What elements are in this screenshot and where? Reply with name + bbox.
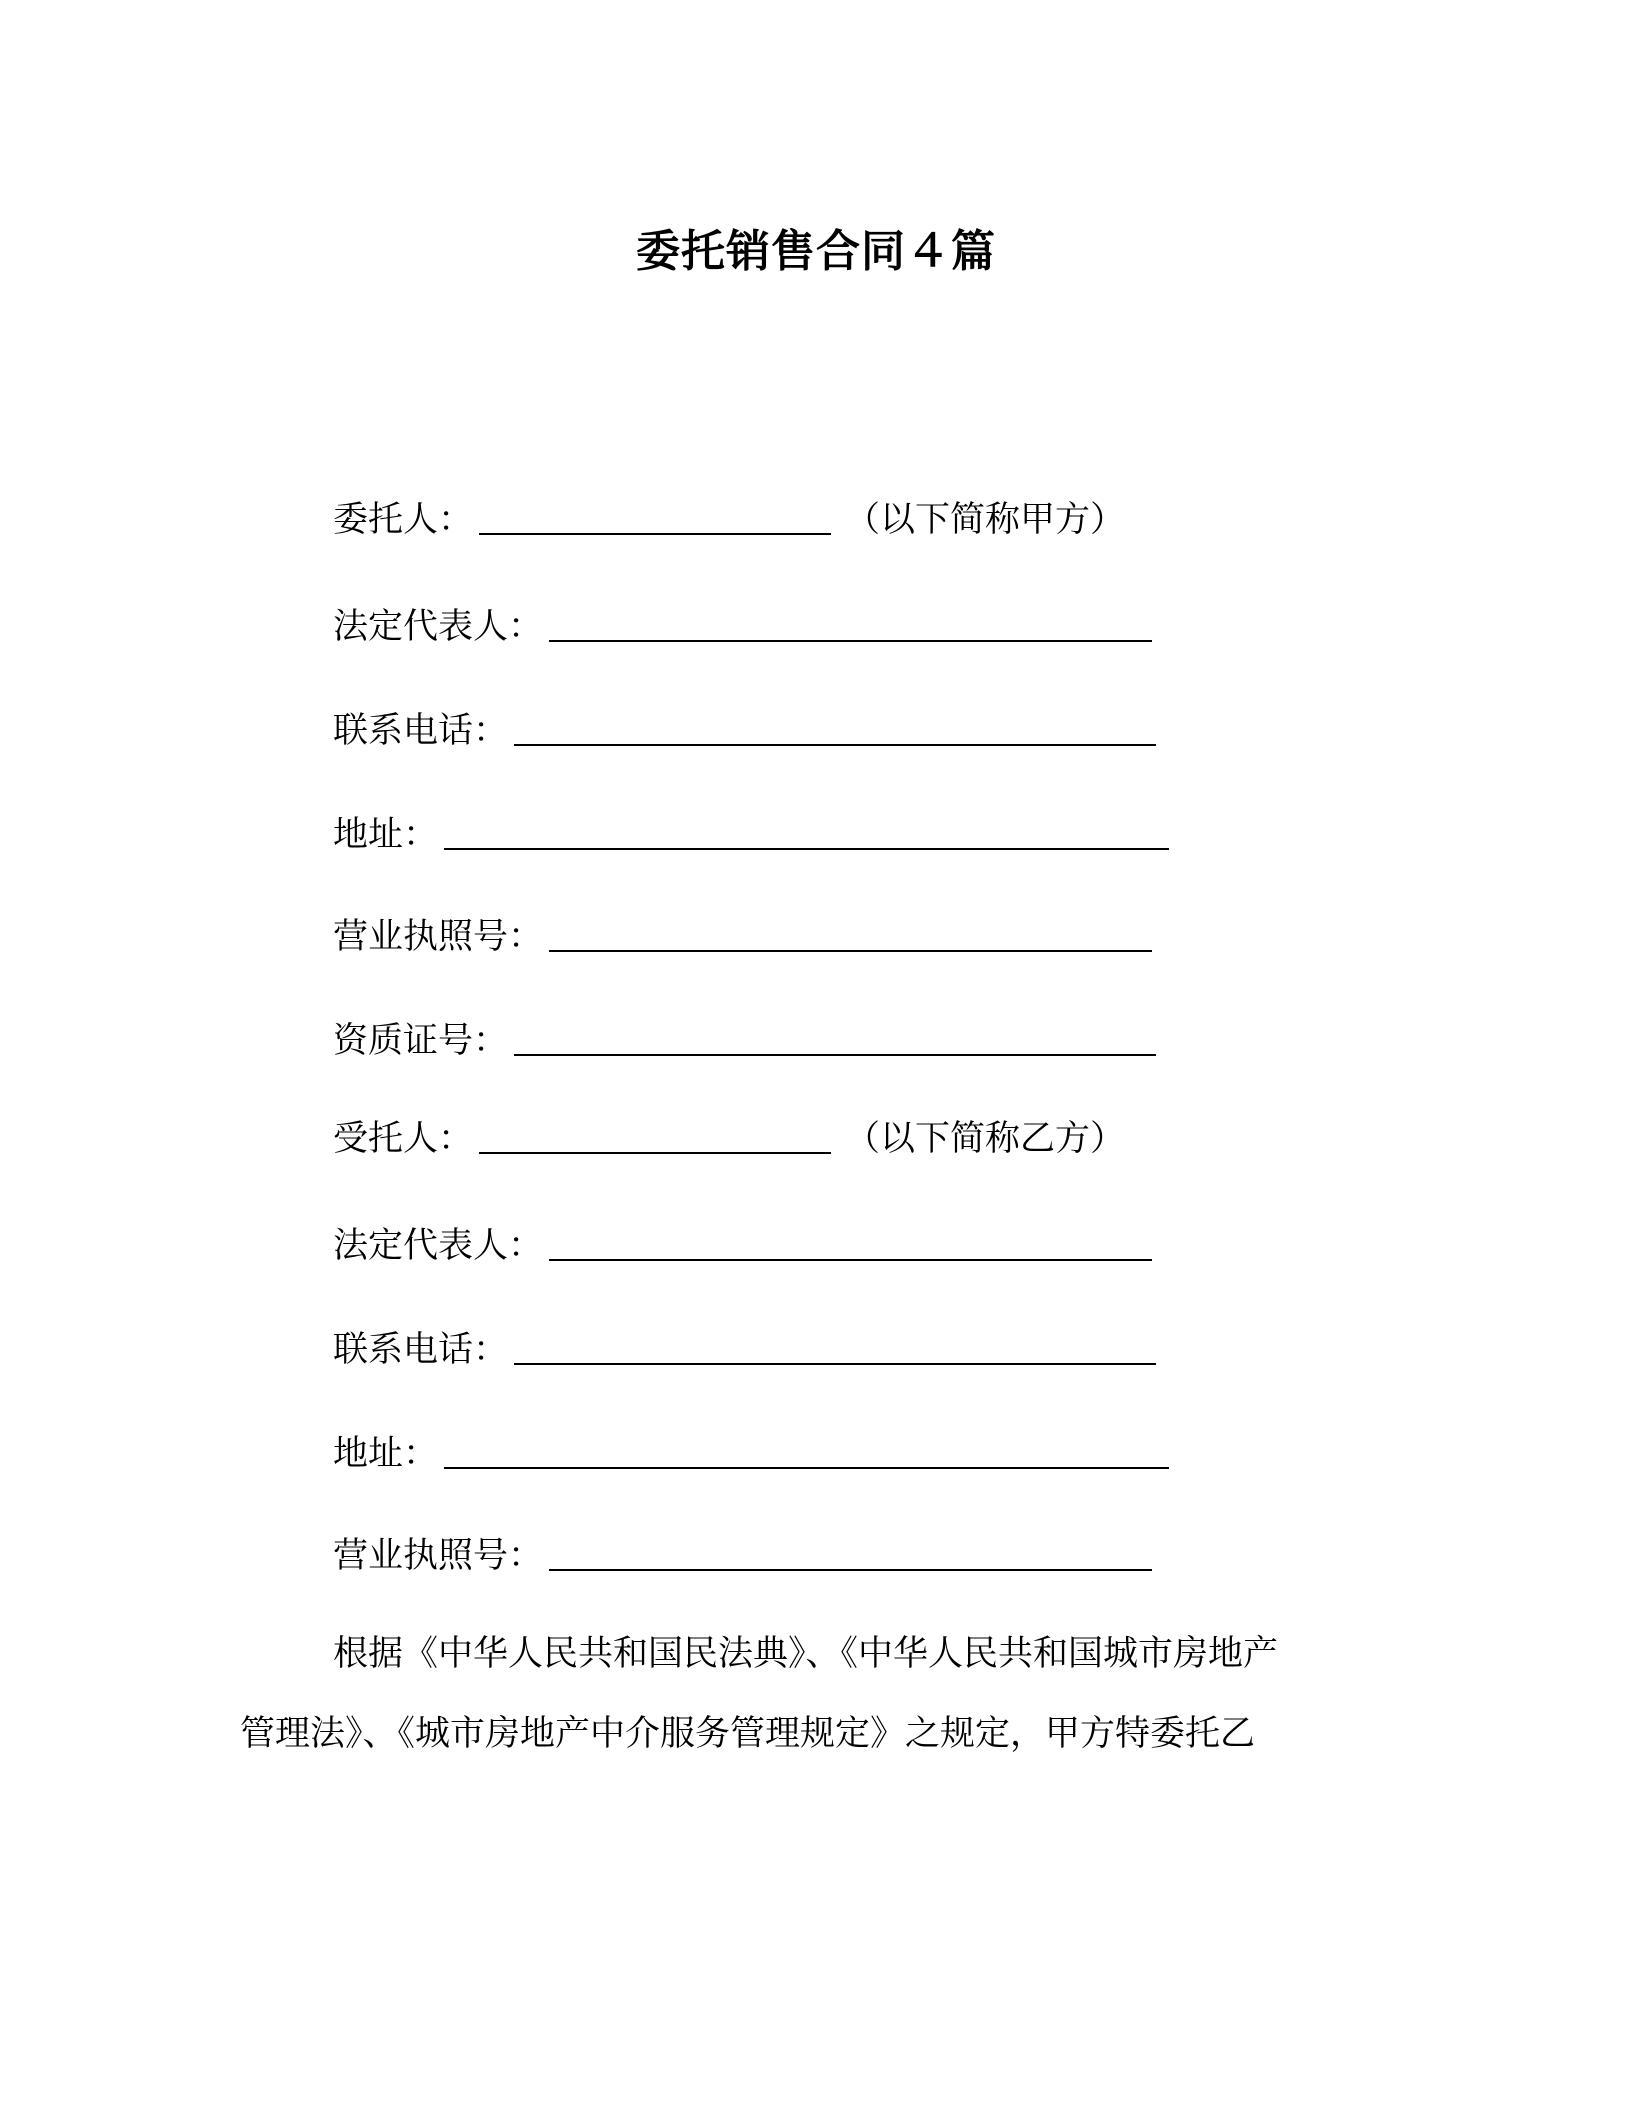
phone-b-label: 联系电话： bbox=[333, 1330, 509, 1370]
field-address-b bbox=[333, 1430, 1169, 1478]
trustee-label: 受托人： bbox=[333, 1119, 474, 1159]
license-b-label: 营业执照号： bbox=[333, 1536, 544, 1576]
field-address-a bbox=[333, 811, 1169, 859]
phone-b-blank[interactable] bbox=[514, 1333, 1156, 1365]
field-qualification-a bbox=[333, 1017, 1156, 1065]
field-legal-rep-b bbox=[333, 1222, 1152, 1270]
qualification-a-label: 资质证号： bbox=[333, 1021, 509, 1061]
address-b-blank[interactable] bbox=[444, 1437, 1169, 1469]
document-title: 委托销售合同４篇 bbox=[636, 226, 996, 277]
address-a-label: 地址： bbox=[333, 815, 439, 855]
entrustor-suffix: （以下简称甲方） bbox=[845, 500, 1126, 540]
legal-rep-a-blank[interactable] bbox=[549, 610, 1152, 642]
phone-a-blank[interactable] bbox=[514, 714, 1156, 746]
legal-rep-b-label: 法定代表人： bbox=[333, 1226, 544, 1266]
body-line-2: 管理法》、《城市房地产中介服务管理规定》之规定，甲方特委托乙 bbox=[240, 1714, 1256, 1754]
trustee-suffix: （以下简称乙方） bbox=[845, 1119, 1126, 1159]
field-trustee bbox=[333, 1115, 1125, 1163]
license-a-label: 营业执照号： bbox=[333, 917, 544, 957]
address-a-blank[interactable] bbox=[444, 818, 1169, 850]
entrustor-label: 委托人： bbox=[333, 500, 474, 540]
body-line-1: 根据《中华人民共和国民法典》、《中华人民共和国城市房地产 bbox=[333, 1634, 1279, 1674]
field-license-a bbox=[333, 913, 1152, 961]
field-phone-a bbox=[333, 707, 1156, 755]
legal-rep-b-blank[interactable] bbox=[549, 1229, 1152, 1261]
field-license-b bbox=[333, 1532, 1152, 1580]
address-b-label: 地址： bbox=[333, 1434, 439, 1474]
phone-a-label: 联系电话： bbox=[333, 711, 509, 751]
qualification-a-blank[interactable] bbox=[514, 1024, 1156, 1056]
legal-rep-a-label: 法定代表人： bbox=[333, 607, 544, 647]
entrustor-blank[interactable] bbox=[479, 503, 831, 535]
trustee-blank[interactable] bbox=[479, 1122, 831, 1154]
license-b-blank[interactable] bbox=[549, 1539, 1152, 1571]
license-a-blank[interactable] bbox=[549, 920, 1152, 952]
field-phone-b bbox=[333, 1326, 1156, 1374]
field-entrustor bbox=[333, 496, 1125, 544]
field-legal-rep-a bbox=[333, 603, 1152, 651]
